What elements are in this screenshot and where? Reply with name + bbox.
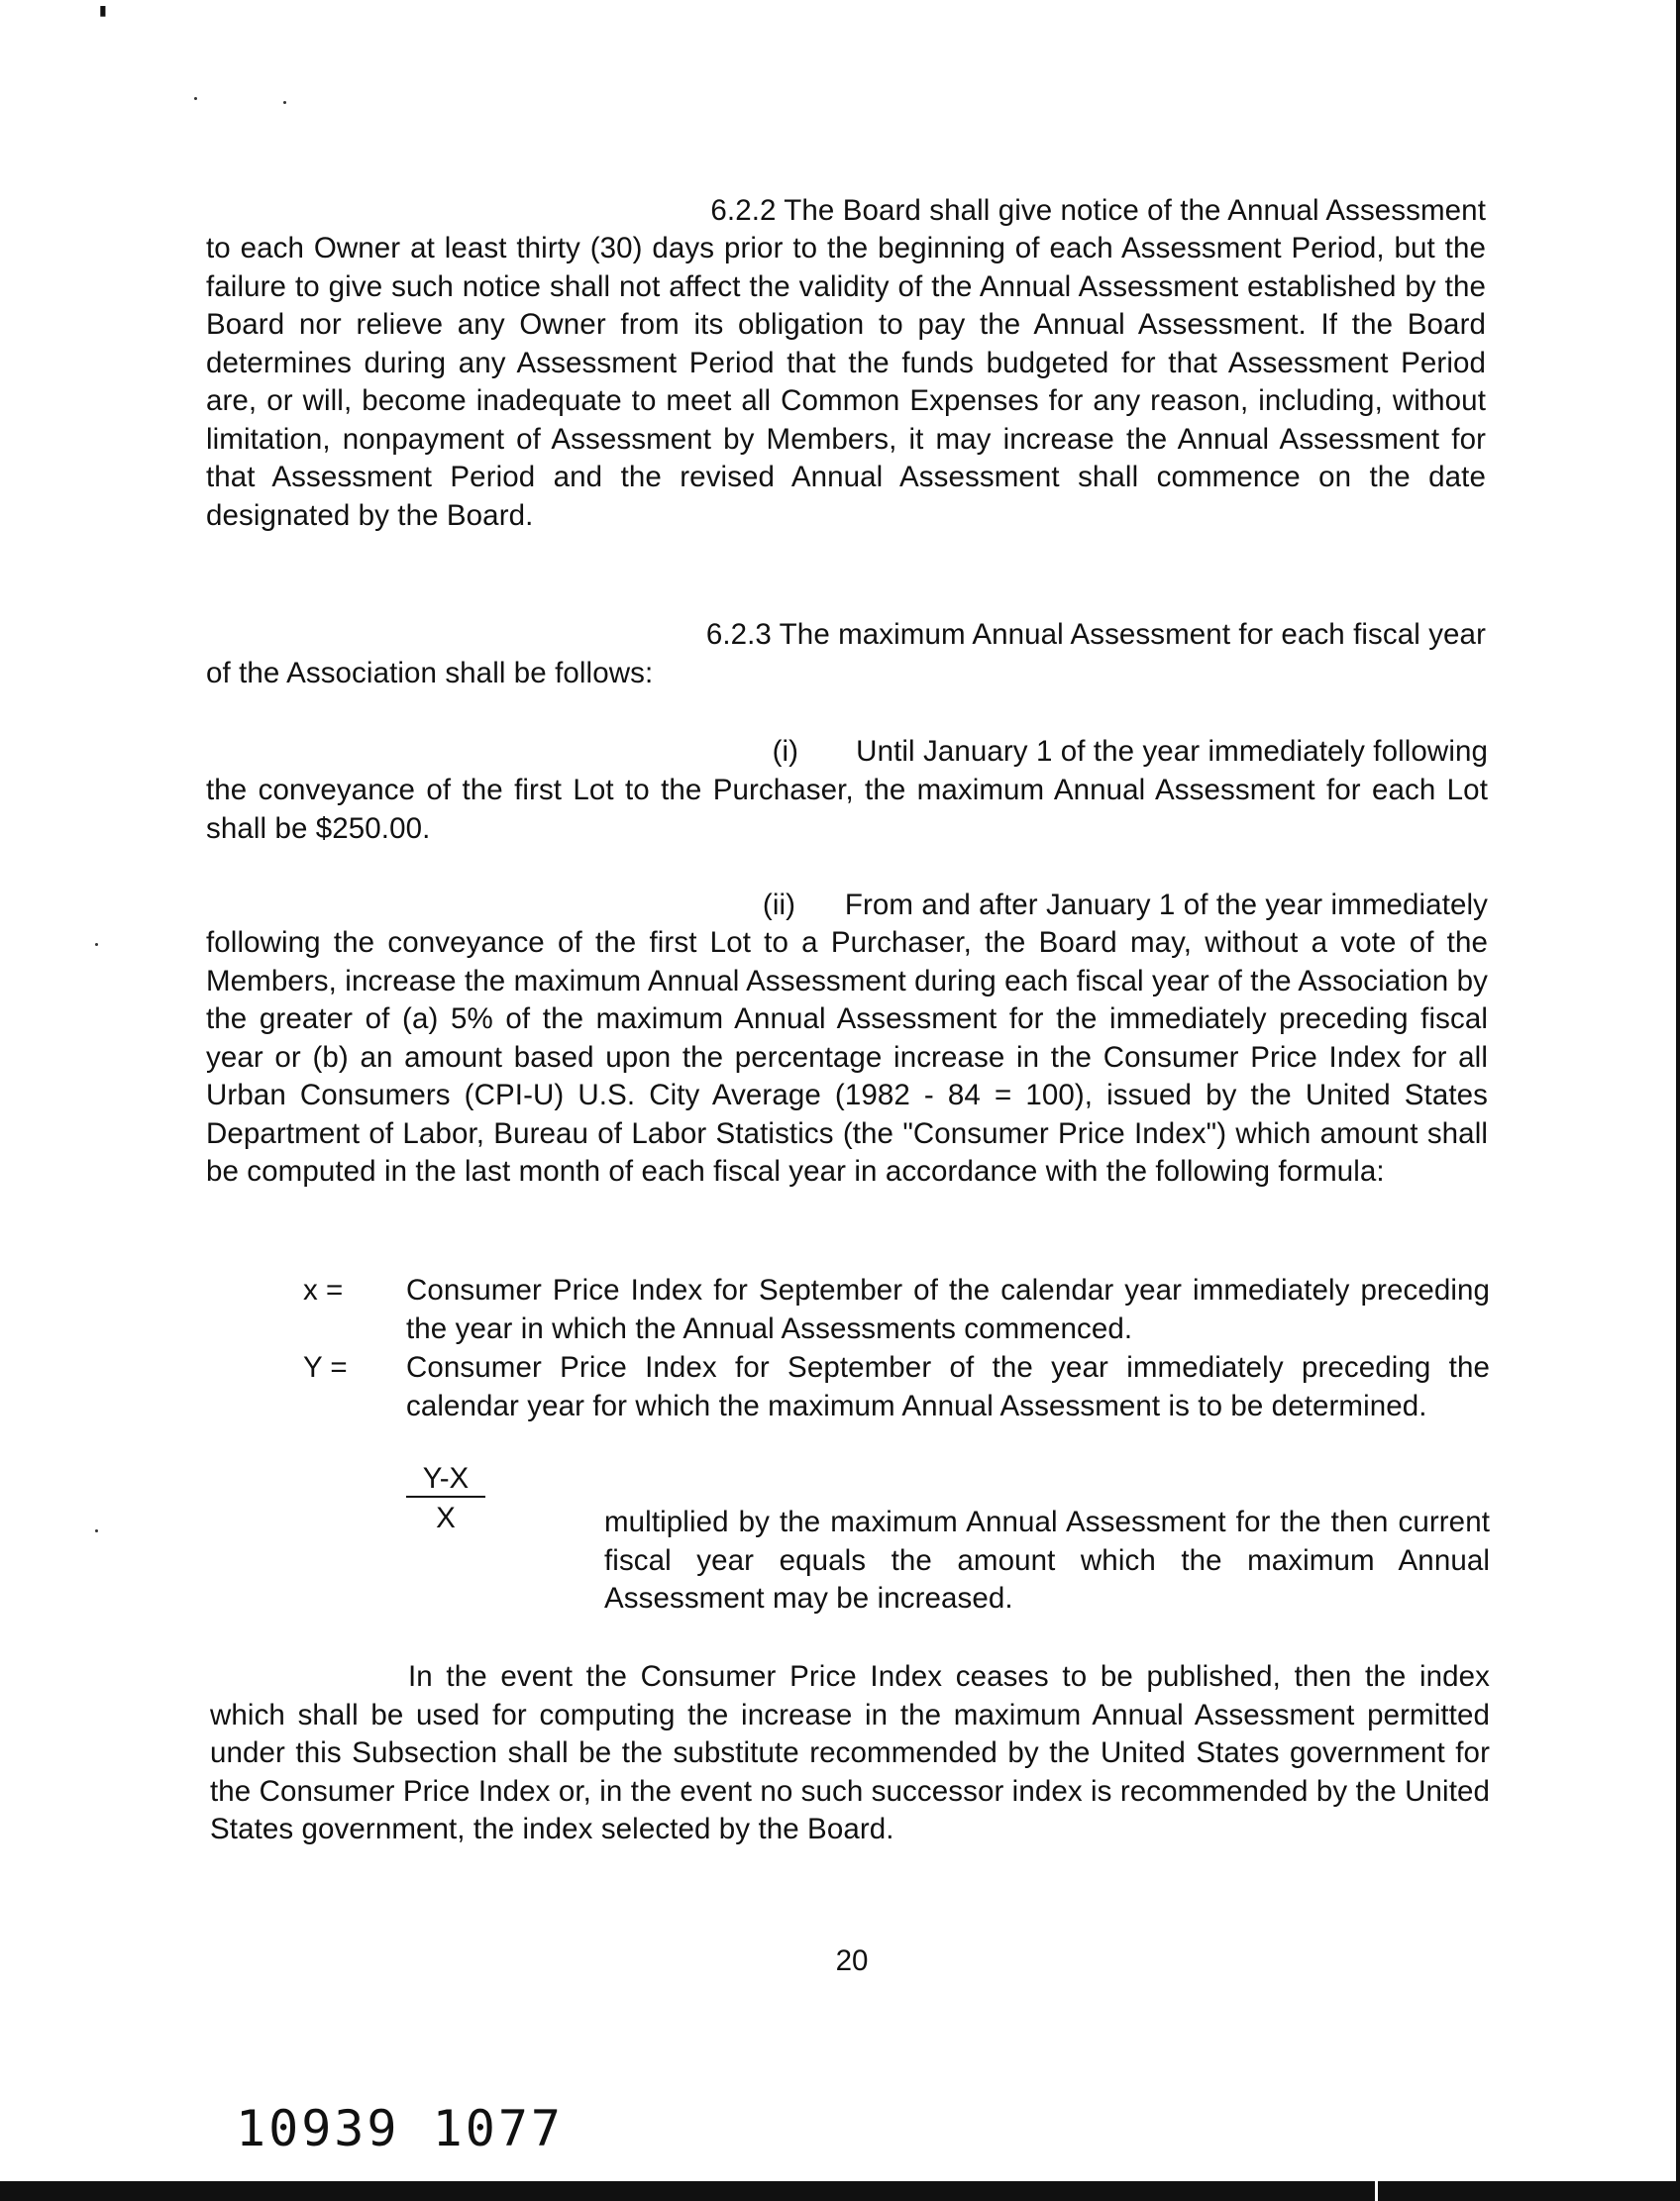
clause-ii-body: following the conveyance of the first Lot to a Purchaser, the Board may, without a vote of the Members, increase the maximum Annual Assessment during each fiscal year of the Association by the greater of (a) 5% of the maximum Annual Assessment for the immediately preceding fiscal year or (b) an amount based upon the percentage increase in the Consumer Price Index for all Urban Consumers (CPI-U) U.S. City Average (1982 - 84 = 100), issued by the United States Department of Labor, Bureau of Labor Statistics (the "Consumer Price Index") which amount shall be computed in the last month of each fiscal year in accordance with the following formula: bbox=[206, 926, 1488, 1188]
section-6-2-2-body: to each Owner at least thirty (30) days prior to the beginning of each Assessment Period, but the failure to give such notice shall not affect the validity of the Annual Assessment established by the Board nor relieve any Owner from its obligation to pay the Annual Assessment. If the Board determines during any Assessment Period that the funds budgeted for that Assessment Period are, or will, become inadequate to meet all Common Expenses for any reason, including, without limitation, nonpayment of Assessment by Members, it may increase the Annual Assessment for that Assessment Period and the revised Annual Assessment shall commence on the date designated by the Board. bbox=[206, 232, 1486, 532]
formula-x-definition: Consumer Price Index for September of the calendar year immediately preceding the year in which the Annual Assessments commenced. bbox=[406, 1274, 1490, 1345]
document-reference-number: 10939 1077 bbox=[236, 2100, 565, 2157]
page-bottom-tick bbox=[1375, 2181, 1378, 2201]
scan-speck bbox=[95, 943, 98, 946]
section-6-2-3-body: of the Association shall be follows: bbox=[206, 657, 654, 689]
fraction-explanation: multiplied by the maximum Annual Assessment for the then current fiscal year equals the amount which the maximum Annual Assessment may be increased. bbox=[604, 1506, 1490, 1615]
clause-i-first-line: (i) Until January 1 of the year immediately following bbox=[772, 735, 1488, 768]
page-right-border bbox=[1676, 0, 1680, 2201]
closing-paragraph: In the event the Consumer Price Index ceases to be published, then the index which shall be used for computing the increase in the maximum Annual Assessment permitted under this Subsection shall be the substitute recommended by the United States government for the Consumer Price Index or, in the event no such successor index is recommended by the United States government, the index selected by the Board. bbox=[210, 1660, 1490, 1845]
fraction-numerator: Y-X bbox=[406, 1462, 485, 1498]
page-number: 20 bbox=[835, 1944, 869, 1977]
formula-y-label: Y = bbox=[303, 1351, 348, 1384]
scan-speck bbox=[283, 101, 286, 104]
section-6-2-2-first-line: 6.2.2 The Board shall give notice of the Annual Assessment bbox=[710, 194, 1486, 227]
clause-i-body: the conveyance of the first Lot to the Purchaser, the maximum Annual Assessment for each Lot shall be $250.00. bbox=[206, 774, 1488, 845]
clause-ii-first-line: (ii) From and after January 1 of the year immediately bbox=[762, 889, 1488, 921]
page-bottom-border bbox=[0, 2181, 1680, 2201]
formula-y-definition: Consumer Price Index for September of the year immediately preceding the calendar year for which the maximum Annual Assessment is to be determined. bbox=[406, 1351, 1490, 1422]
formula-x-label: x = bbox=[303, 1274, 344, 1307]
fraction-denominator: X bbox=[436, 1502, 456, 1534]
section-6-2-3-first-line: 6.2.3 The maximum Annual Assessment for each fiscal year bbox=[705, 618, 1486, 651]
corner-scan-mark: ▮ bbox=[99, 2, 107, 18]
scan-speck bbox=[194, 97, 197, 100]
scan-speck bbox=[95, 1529, 98, 1532]
